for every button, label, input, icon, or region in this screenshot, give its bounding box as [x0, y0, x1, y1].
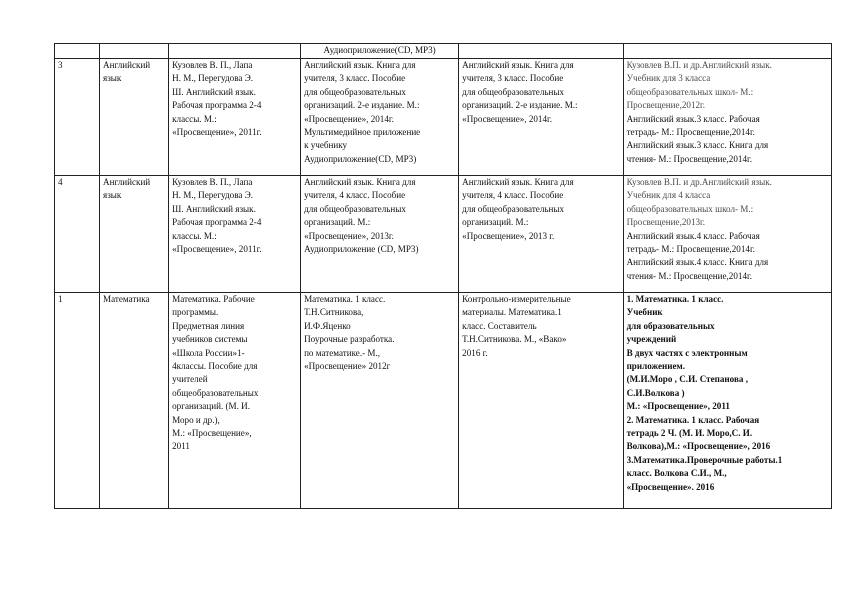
cell-textbooks: [623, 59, 831, 176]
text-line: приложением.: [626, 361, 686, 372]
cell-number: [55, 293, 100, 509]
cell-control-materials: [459, 44, 623, 59]
text-line: для общеобразовательных: [304, 203, 406, 214]
text-line: общеобразовательных школ- М.:: [626, 86, 754, 97]
text-line: классы. М.:: [172, 113, 217, 124]
text-line: общеобразовательных школ- М.:: [626, 203, 754, 214]
text-line: учебников системы: [172, 334, 248, 345]
text-line: Математика: [103, 294, 150, 304]
text-line: Рабочая программа 2-4: [172, 100, 262, 111]
text-line: чтения- М.: Просвещение,2014г.: [626, 153, 752, 164]
cell-teacher-materials: [301, 44, 459, 59]
text-line: классы. М.:: [172, 230, 217, 241]
text-line: 3.Математика.Проверочные работы.1: [626, 454, 783, 465]
text-line: Н. М., Перегудова Э.: [172, 190, 253, 201]
text-line: С.И.Волкова ): [626, 387, 685, 398]
cell-number: [55, 176, 100, 293]
text-line: И.Ф.Яценко: [304, 320, 351, 331]
text-line: Ш. Английский язык.: [172, 203, 256, 214]
cell-teacher-materials: [301, 59, 459, 176]
text-line: организаций. 2-е издание. М.:: [304, 100, 420, 111]
cell-subject: [100, 59, 169, 176]
text-line: Математика. 1 класс.: [304, 294, 386, 304]
text-line: Кузовлев В.П. и др.Английский язык.: [626, 60, 772, 70]
text-line: организаций. М.:: [462, 217, 529, 228]
text-line: организаций. М.:: [304, 217, 371, 228]
text-line: Английский язык. Книга для: [462, 177, 574, 187]
text-line: 2011: [172, 441, 190, 452]
text-line: 2016 г.: [462, 347, 488, 358]
text-line: Кузовлев В. П., Лапа: [172, 60, 253, 70]
text-line: тетрадь- М.: Просвещение,2014г.: [626, 244, 755, 255]
text-line: учителя, 3 класс. Пособие: [304, 73, 406, 84]
text-line: «Просвещение», 2011г.: [172, 244, 262, 255]
text-line: «Просвещение», 2014г.: [304, 113, 394, 124]
text-line: «Просвещение», 2013 г.: [462, 230, 555, 241]
text-line: М.: «Просвещение»,: [172, 428, 252, 439]
text-line: общеобразовательных: [172, 387, 259, 398]
cell-subject: [100, 293, 169, 509]
table-row: [55, 59, 832, 176]
text-line: язык: [103, 73, 122, 84]
text-line: «Просвещение». 2016: [626, 481, 715, 492]
text-line: для общеобразовательных: [304, 86, 406, 97]
text-line: Кузовлев В.П. и др.Английский язык.: [626, 177, 772, 187]
cell-textbooks: [623, 176, 831, 293]
text-line: Поурочные разработка.: [304, 334, 395, 345]
cell-control-materials: [459, 293, 623, 509]
row-number: 1: [58, 294, 63, 304]
text-line: язык: [103, 190, 122, 201]
cell-control-materials: [459, 176, 623, 293]
text-line: Ш. Английский язык.: [172, 86, 256, 97]
text-line: Английский: [103, 177, 151, 187]
text-line: учителя, 4 класс. Пособие: [462, 190, 564, 201]
cell-textbooks: [623, 44, 831, 59]
text-line: Рабочая программа 2-4: [172, 217, 262, 228]
text-line: тетрадь 2 Ч. (М. И. Моро,С. И.: [626, 428, 753, 439]
text-line: 2. Математика. 1 класс. Рабочая: [626, 414, 760, 425]
text-line: «Просвещение», 2011г.: [172, 127, 262, 138]
text-line: Т.Н.Ситникова. М., «Вако»: [462, 334, 567, 345]
text-line: 1. Математика. 1 класс.: [626, 294, 724, 304]
text-line: Мультимедийное приложение: [304, 127, 421, 138]
text-line: Предметная линия: [172, 320, 245, 331]
cell-program: [169, 176, 301, 293]
cell-number: [55, 44, 100, 59]
cell-program: [169, 59, 301, 176]
text-line: (М.И.Моро , С.И. Степанова ,: [626, 374, 748, 385]
cell-number: [55, 59, 100, 176]
text-line: чтения- М.: Просвещение,2014г.: [626, 270, 752, 281]
text-line: Английский язык. Книга для: [304, 177, 416, 187]
row-number: 3: [58, 60, 63, 70]
text-line: для общеобразовательных: [462, 86, 565, 97]
text-line: организаций. (М. И.: [172, 401, 250, 412]
text-line: Английский язык.3 класс. Книга для: [626, 140, 769, 151]
text-line: Волкова),М.: «Просвещение», 2016: [626, 441, 771, 452]
text-line: 4классы. Пособие для: [172, 361, 258, 372]
text-line: Английский язык. Книга для: [462, 60, 574, 70]
cell-textbooks: [623, 293, 831, 509]
text-line: Моро и др.),: [172, 414, 220, 425]
text-line: Английский язык.4 класс. Рабочая: [626, 230, 760, 241]
text-line: учителя, 3 класс. Пособие: [462, 73, 564, 84]
text-line: Аудиоприложение(CD, MP3): [323, 45, 436, 55]
row-number: 4: [58, 177, 63, 187]
text-line: Английский: [103, 60, 151, 70]
cell-subject: [100, 176, 169, 293]
text-line: Английский язык.4 класс. Книга для: [626, 257, 769, 268]
text-line: Кузовлев В. П., Лапа: [172, 177, 253, 187]
table-row: [55, 44, 832, 59]
text-line: Н. М., Перегудова Э.: [172, 73, 253, 84]
text-line: Учебник для 3 класса: [626, 73, 711, 84]
text-line: материалы. Математика.1: [462, 307, 562, 318]
text-line: учителей: [172, 374, 208, 385]
text-line: для образовательных: [626, 320, 715, 331]
cell-program: [169, 44, 301, 59]
resources-table: [54, 43, 832, 509]
text-line: В двух частях с электронным: [626, 347, 748, 358]
cell-program: [169, 293, 301, 509]
cell-subject: [100, 44, 169, 59]
text-line: по математике.- М.,: [304, 347, 381, 358]
text-line: Просвещение,2013г.: [626, 217, 706, 228]
text-line: Контрольно-измерительные: [462, 294, 571, 304]
text-line: Просвещение,2012г.: [626, 100, 706, 111]
text-line: «Школа России»1-: [172, 347, 245, 358]
cell-teacher-materials: [301, 293, 459, 509]
text-line: Математика. Рабочие: [172, 294, 255, 304]
table-row: [55, 176, 832, 293]
text-line: «Просвещение», 2014г.: [462, 113, 552, 124]
text-line: Английский язык. Книга для: [304, 60, 416, 70]
text-line: Учебник: [626, 307, 663, 318]
cell-control-materials: [459, 59, 623, 176]
text-line: программы.: [172, 307, 219, 318]
text-line: Учебник для 4 класса: [626, 190, 711, 201]
text-line: Английский язык.3 класс. Рабочая: [626, 113, 760, 124]
text-line: к учебнику: [304, 140, 348, 151]
text-line: тетрадь- М.: Просвещение,2014г.: [626, 127, 755, 138]
text-line: Т.Н.Ситникова,: [304, 307, 364, 318]
table-row: [55, 293, 832, 509]
text-line: учреждений: [626, 334, 677, 345]
text-line: «Просвещение» 2012г: [304, 361, 391, 372]
text-line: Аудиоприложение (CD, MP3): [304, 244, 419, 255]
text-line: класс. Волкова С.И., М.,: [626, 468, 727, 479]
text-line: учителя, 4 класс. Пособие: [304, 190, 406, 201]
cell-teacher-materials: [301, 176, 459, 293]
text-line: класс. Составитель: [462, 320, 537, 331]
text-line: М.: «Просвещение», 2011: [626, 401, 730, 412]
text-line: организаций. 2-е издание. М.:: [462, 100, 578, 111]
text-line: Аудиоприложение(CD, MP3): [304, 153, 417, 164]
text-line: для общеобразовательных: [462, 203, 565, 214]
text-line: «Просвещение», 2013г.: [304, 230, 394, 241]
